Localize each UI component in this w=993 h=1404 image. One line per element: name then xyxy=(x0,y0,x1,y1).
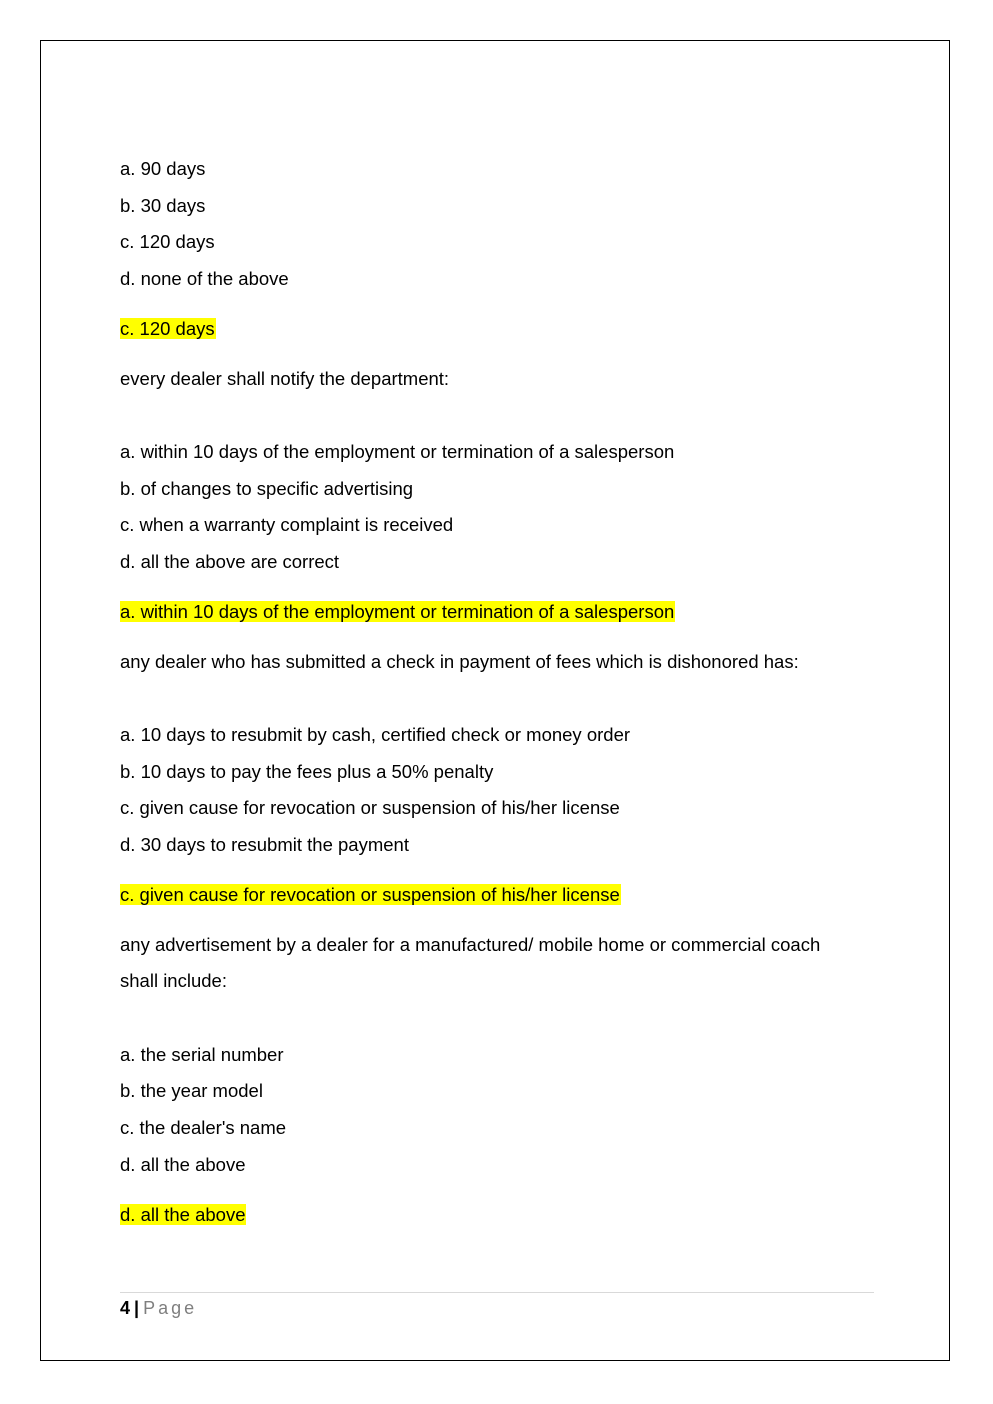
page-footer xyxy=(120,1296,197,1320)
answer-q4-highlight: d. all the above xyxy=(120,1204,246,1225)
option-q1-d: d. none of the above xyxy=(120,268,289,289)
answer-q1 xyxy=(120,317,216,341)
option-q1-a: a. 90 days xyxy=(120,158,206,179)
option-q4-c: c. the dealer's name xyxy=(120,1117,287,1138)
option-q2-d: d. all the above are correct xyxy=(120,551,340,572)
answer-q2 xyxy=(120,600,675,624)
option-q2-a: a. within 10 days of the employment or termination of a salesperson xyxy=(120,441,675,462)
footer-separator: | xyxy=(134,1298,140,1318)
answer-q3 xyxy=(120,883,621,907)
option-q3-d: d. 30 days to resubmit the payment xyxy=(120,834,409,855)
option-q3-b: b. 10 days to pay the fees plus a 50% penalty xyxy=(120,761,494,782)
option-q1-c: c. 120 days xyxy=(120,231,215,252)
question-q4-line-1: any advertisement by a dealer for a manufactured/ mobile home or commercial coach xyxy=(120,934,821,955)
question-q2: every dealer shall notify the department: xyxy=(120,368,450,389)
page-label: Page xyxy=(143,1298,198,1318)
option-q2-c: c. when a warranty complaint is received xyxy=(120,514,454,535)
answer-q1-highlight: c. 120 days xyxy=(120,318,215,339)
answer-q4 xyxy=(120,1203,246,1227)
footer-divider xyxy=(120,1292,874,1293)
option-q4-a: a. the serial number xyxy=(120,1044,284,1065)
option-q4-b: b. the year model xyxy=(120,1080,263,1101)
question-q3: any dealer who has submitted a check in payment of fees which is dishonored has: xyxy=(120,651,799,672)
option-q1-b: b. 30 days xyxy=(120,195,206,216)
option-q2-b: b. of changes to specific advertising xyxy=(120,478,414,499)
page-number: 4 xyxy=(120,1298,131,1318)
option-q3-a: a. 10 days to resubmit by cash, certified check or money order xyxy=(120,724,631,745)
option-q4-d: d. all the above xyxy=(120,1154,246,1175)
answer-q3-highlight: c. given cause for revocation or suspension of his/her license xyxy=(120,884,620,905)
answer-q2-highlight: a. within 10 days of the employment or termination of a salesperson xyxy=(120,601,675,622)
option-q3-c: c. given cause for revocation or suspension of his/her license xyxy=(120,797,620,818)
question-q4-line-2: shall include: xyxy=(120,970,227,991)
